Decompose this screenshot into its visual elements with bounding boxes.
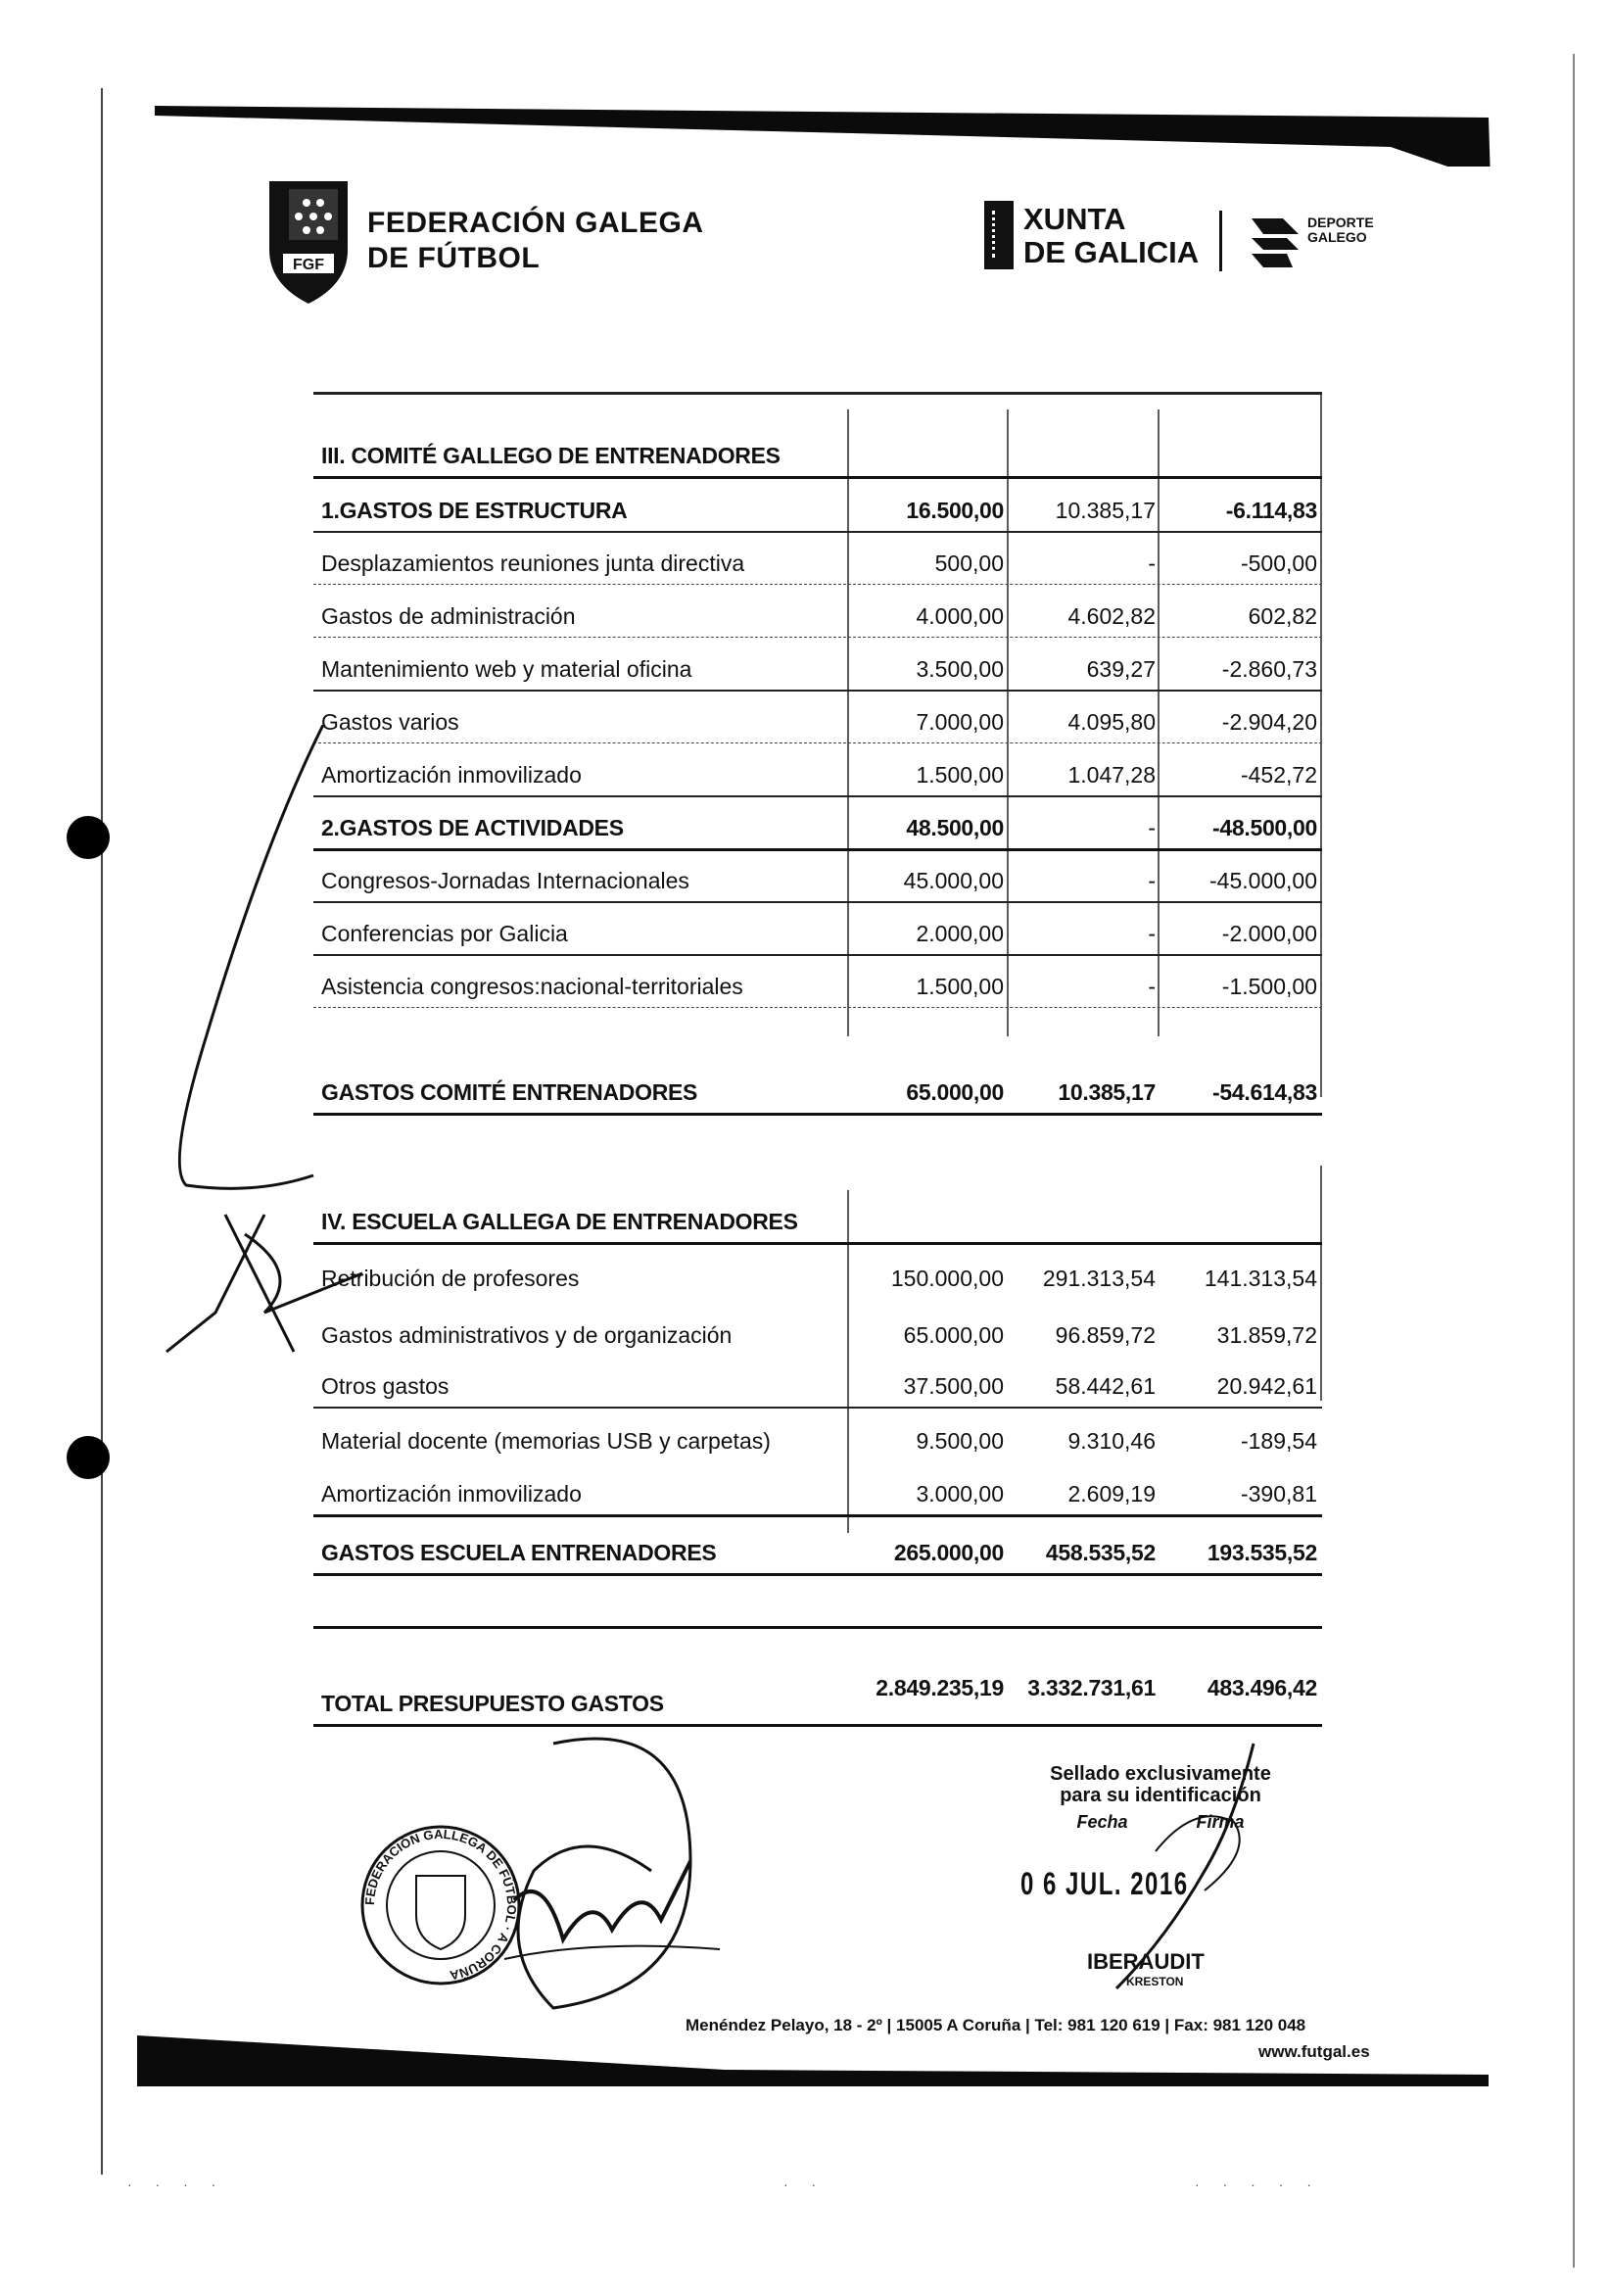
table-row [313, 1256, 1322, 1299]
row-label: Gastos varios [321, 709, 459, 735]
table-row [313, 805, 1322, 851]
xunta-emblem-icon [984, 201, 1014, 269]
deporte-galego-logo [1244, 213, 1306, 271]
row-label: Otros gastos [321, 1373, 450, 1399]
table-row [313, 541, 1322, 585]
auditor-sub: KRESTON [1126, 1975, 1184, 1988]
stamp-line1: Sellado exclusivamente [1050, 1763, 1271, 1785]
stamp-fecha-label: Fecha [1076, 1812, 1128, 1832]
row-budget: 500,00 [934, 550, 1004, 576]
stamp-date: 0 6 JUL. 2016 [1020, 1866, 1189, 1901]
table-row [313, 1363, 1322, 1409]
scan-dots: · · · · · [1195, 2176, 1321, 2192]
table-row [313, 964, 1322, 1008]
deporte-name-line1: DEPORTE [1307, 215, 1374, 230]
deporte-name-line2: GALEGO [1307, 229, 1367, 245]
row-diff: -500,00 [1240, 550, 1317, 576]
row-label: 2.GASTOS DE ACTIVIDADES [321, 815, 624, 840]
section4-title-row [313, 1199, 1322, 1245]
row-budget: 48.500,00 [906, 815, 1004, 840]
section4-title: IV. ESCUELA GALLEGA DE ENTRENADORES [321, 1209, 798, 1234]
table-row [313, 858, 1322, 903]
total-label: GASTOS COMITÉ ENTRENADORES [321, 1079, 698, 1105]
table-row [313, 911, 1322, 956]
fgf-abbr: FGF [293, 257, 324, 273]
grand-total-block [313, 1626, 1322, 1734]
row-budget: 3.000,00 [916, 1481, 1004, 1507]
grand-total-budget: 2.849.235,19 [876, 1675, 1004, 1700]
row-actual: 58.442,61 [1055, 1373, 1156, 1399]
row-actual: - [1148, 550, 1156, 576]
row-label: Congresos-Jornadas Internacionales [321, 868, 689, 893]
row-label: Retribución de profesores [321, 1266, 580, 1291]
row-actual: - [1148, 921, 1156, 946]
grand-total-actual: 3.332.731,61 [1027, 1675, 1156, 1700]
row-actual: - [1148, 974, 1156, 999]
row-diff: -189,54 [1240, 1428, 1317, 1454]
row-actual: 2.609,19 [1067, 1481, 1156, 1507]
row-budget: 150.000,00 [890, 1266, 1004, 1291]
total-budget: 65.000,00 [906, 1079, 1004, 1105]
row-actual: 639,27 [1086, 656, 1156, 682]
total-actual: 458.535,52 [1045, 1540, 1156, 1565]
row-label: 1.GASTOS DE ESTRUCTURA [321, 498, 628, 523]
table-row [313, 1418, 1322, 1461]
row-diff: -452,72 [1240, 762, 1317, 788]
row-budget: 45.000,00 [903, 868, 1004, 893]
table-row [313, 594, 1322, 638]
row-budget: 4.000,00 [916, 603, 1004, 629]
row-diff: 602,82 [1248, 603, 1317, 629]
row-actual: 291.313,54 [1042, 1266, 1156, 1291]
header-band [0, 0, 1610, 167]
grand-total-diff: 483.496,42 [1207, 1675, 1317, 1700]
footer-website[interactable]: www.futgal.es [1258, 2042, 1370, 2061]
row-diff: -1.500,00 [1221, 974, 1317, 999]
total-diff: -54.614,83 [1212, 1079, 1317, 1105]
federation-name-line2: DE FÚTBOL [367, 242, 541, 274]
row-actual: 9.310,46 [1067, 1428, 1156, 1454]
row-budget: 1.500,00 [916, 762, 1004, 788]
section3-table [313, 392, 1322, 1126]
row-actual: 4.095,80 [1067, 709, 1156, 735]
row-diff: -45.000,00 [1209, 868, 1317, 893]
row-budget: 3.500,00 [916, 656, 1004, 682]
auditor-logo [1087, 1949, 1205, 1988]
total-label: GASTOS ESCUELA ENTRENADORES [321, 1540, 717, 1565]
xunta-name [1023, 203, 1199, 269]
stamp-line2: para su identificación [1060, 1785, 1261, 1806]
punch-hole [67, 1436, 110, 1479]
xunta-name-line1: XUNTA [1023, 202, 1126, 236]
total-actual: 10.385,17 [1058, 1079, 1156, 1105]
federation-name [367, 206, 704, 276]
deporte-name [1307, 215, 1374, 245]
row-diff: 31.859,72 [1216, 1322, 1317, 1348]
header-divider [1219, 211, 1222, 271]
table-row [313, 646, 1322, 692]
table-row [313, 752, 1322, 797]
row-diff: -390,81 [1240, 1481, 1317, 1507]
row-actual: - [1148, 815, 1156, 840]
scan-dots: · · [783, 2176, 827, 2192]
signature-icon [495, 1714, 730, 2028]
row-budget: 37.500,00 [903, 1373, 1004, 1399]
stamp-firma-label: Firma [1196, 1812, 1245, 1832]
row-label: Desplazamientos reuniones junta directiva [321, 550, 745, 576]
grand-total-rule [313, 1626, 1322, 1629]
section3-title: III. COMITÉ GALLEGO DE ENTRENADORES [321, 443, 781, 468]
row-label: Conferencias por Galicia [321, 921, 568, 946]
row-label: Gastos de administración [321, 603, 576, 629]
row-actual: - [1148, 868, 1156, 893]
scan-edge-right [1573, 54, 1575, 2268]
xunta-name-line2: DE GALICIA [1023, 235, 1200, 269]
row-budget: 1.500,00 [916, 974, 1004, 999]
table-row [313, 1313, 1322, 1356]
row-label: Gastos administrativos y de organización [321, 1322, 733, 1348]
row-budget: 2.000,00 [916, 921, 1004, 946]
row-diff: -2.000,00 [1221, 921, 1317, 946]
scan-dots: · · · · [127, 2176, 226, 2192]
row-diff: 20.942,61 [1216, 1373, 1317, 1399]
grand-total-row [313, 1675, 1322, 1727]
grand-total-label: TOTAL PRESUPUESTO GASTOS [321, 1691, 664, 1716]
row-budget: 7.000,00 [916, 709, 1004, 735]
total-budget: 265.000,00 [893, 1540, 1004, 1565]
auditor-name: IBERAUDIT [1087, 1949, 1205, 1974]
row-label: Asistencia congresos:nacional-territoriales [321, 974, 743, 999]
row-diff: -2.904,20 [1221, 709, 1317, 735]
row-label: Mantenimiento web y material oficina [321, 656, 692, 682]
row-diff: -2.860,73 [1221, 656, 1317, 682]
row-budget: 9.500,00 [916, 1428, 1004, 1454]
row-diff: 141.313,54 [1204, 1266, 1317, 1291]
row-label: Amortización inmovilizado [321, 762, 582, 788]
row-diff: -6.114,83 [1225, 498, 1317, 523]
row-label: Material docente (memorias USB y carpetas) [321, 1428, 771, 1454]
row-budget: 65.000,00 [903, 1322, 1004, 1348]
row-diff: -48.500,00 [1212, 815, 1317, 840]
table-row [313, 488, 1322, 533]
row-actual: 1.047,28 [1067, 762, 1156, 788]
table-row [313, 699, 1322, 743]
section3-title-row [313, 433, 1322, 479]
table-row [313, 1471, 1322, 1517]
section3-total-row [313, 1070, 1322, 1116]
total-diff: 193.535,52 [1207, 1540, 1317, 1565]
row-budget: 16.500,00 [906, 498, 1004, 523]
row-actual: 4.602,82 [1067, 603, 1156, 629]
handwritten-mark-icon [147, 725, 362, 1362]
seal-text: FEDERACIÓN GALLEGA DE FÚTBOL · A CORUÑA [361, 1826, 520, 1984]
letterhead [260, 171, 1396, 318]
row-actual: 96.859,72 [1055, 1322, 1156, 1348]
punch-hole [67, 816, 110, 859]
table-top-rule [313, 392, 1322, 395]
section4-total-row [313, 1530, 1322, 1576]
federation-name-line1: FEDERACIÓN GALEGA [367, 207, 704, 239]
footer-address: Menéndez Pelayo, 18 - 2º | 15005 A Coruña | Tel: 981 120 619 | Fax: 981 120 048 [686, 2016, 1306, 2034]
fgf-shield-logo [260, 171, 357, 309]
scan-edge-left [101, 88, 103, 2175]
row-label: Amortización inmovilizado [321, 1481, 582, 1507]
section4-table [313, 1166, 1322, 1577]
row-actual: 10.385,17 [1055, 498, 1156, 523]
